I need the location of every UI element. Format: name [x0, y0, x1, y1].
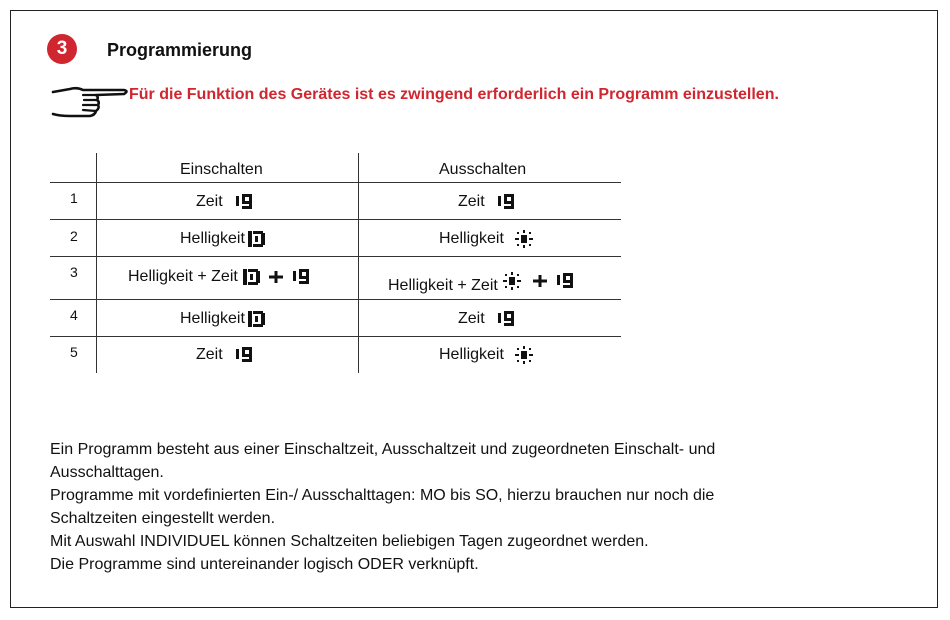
row-3-off-cell: [388, 267, 578, 295]
column-header-einschalten: Einschalten: [180, 161, 263, 178]
row-4-on-cell: [180, 310, 267, 328]
description-line: Programme mit vordefinierten Ein-/ Ausschalttagen: MO bis SO, hierzu brauchen nur noch die: [50, 487, 715, 504]
pointing-hand-icon: [50, 82, 130, 122]
row-number: 5: [70, 344, 78, 360]
row-3-on-label: Helligkeit + Zeit: [128, 268, 238, 285]
row-3-off-label: Helligkeit + Zeit: [388, 277, 498, 294]
row-2-on-cell: [180, 230, 267, 248]
row-number: 4: [70, 307, 78, 323]
description-line: Ausschalttagen.: [50, 464, 164, 481]
description-line: Ein Programm besteht aus einer Einschaltzeit, Ausschaltzeit und zugeordneten Einschalt- und: [50, 441, 716, 458]
moon-plus-clock-symbol-icon: [242, 267, 314, 287]
row-4-off-cell: [458, 310, 517, 328]
row-number: 3: [70, 264, 78, 280]
column-header-ausschalten: Ausschalten: [439, 161, 527, 178]
clock-symbol-icon: [497, 193, 517, 211]
sun-plus-clock-symbol-icon: [502, 270, 578, 292]
important-note: Für die Funktion des Gerätes ist es zwingend erforderlich ein Programm einzustellen.: [129, 86, 779, 103]
section-title: Programmierung: [107, 40, 253, 60]
clock-symbol-icon: [497, 310, 517, 328]
step-number-badge: 3: [47, 34, 77, 64]
row-1-off-cell: [458, 193, 517, 211]
moon-symbol-icon: [247, 310, 267, 328]
description-paragraph: [50, 438, 870, 576]
row-2-off-label: Helligkeit: [439, 230, 504, 247]
row-1-on-label: Zeit: [196, 193, 223, 210]
description-line: Mit Auswahl INDIVIDUEL können Schaltzeiten beliebigen Tagen zugeordnet werden.: [50, 533, 649, 550]
clock-symbol-icon: [235, 193, 255, 211]
row-3-on-cell: [128, 267, 314, 287]
clock-symbol-icon: [235, 346, 255, 364]
program-table: [50, 153, 621, 373]
row-4-on-label: Helligkeit: [180, 310, 245, 327]
row-1-on-cell: [196, 193, 255, 211]
sun-symbol-icon: [514, 230, 534, 248]
row-1-off-label: Zeit: [458, 193, 485, 210]
moon-symbol-icon: [247, 230, 267, 248]
row-5-on-label: Zeit: [196, 346, 223, 363]
row-2-on-label: Helligkeit: [180, 230, 245, 247]
row-5-on-cell: [196, 346, 255, 364]
row-2-off-cell: [439, 230, 534, 248]
row-number: 1: [70, 190, 78, 206]
sun-symbol-icon: [514, 346, 534, 364]
description-line: Die Programme sind untereinander logisch ODER verknüpft.: [50, 556, 479, 573]
row-5-off-label: Helligkeit: [439, 346, 504, 363]
row-4-off-label: Zeit: [458, 310, 485, 327]
row-number: 2: [70, 228, 78, 244]
row-5-off-cell: [439, 346, 534, 364]
description-line: Schaltzeiten eingestellt werden.: [50, 510, 276, 527]
